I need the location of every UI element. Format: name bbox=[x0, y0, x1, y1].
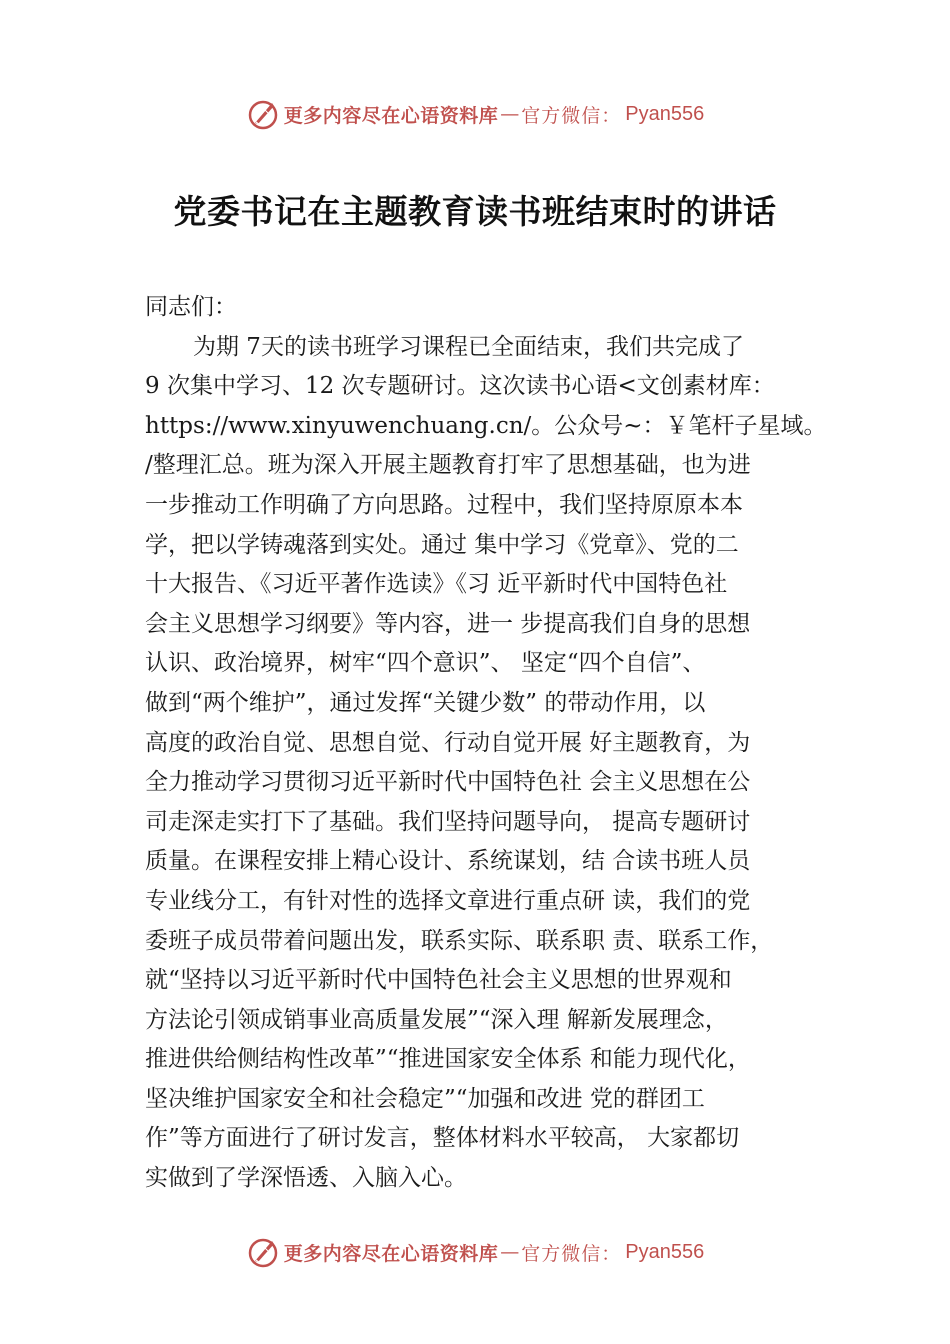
paragraph-line: 实做到了学深悟透、入脑入心。 bbox=[145, 1165, 467, 1192]
document-title: 党委书记在主题教育读书班结束时的讲话 bbox=[173, 192, 777, 231]
wechat-id: Pyan556 bbox=[625, 102, 705, 125]
paragraph-line: 高度的政治自觉、思想自觉、行动自觉开展 好主题教育，为 bbox=[145, 729, 751, 756]
watermark-separator: — bbox=[500, 1241, 520, 1263]
paragraph-line: 为期 7天的读书班学习课程已全面结束，我们共完成了 bbox=[193, 333, 744, 360]
paragraph-line: 9 次集中学习、12 次专题研讨。这次读书心语<文创素材库： bbox=[145, 373, 775, 400]
quill-pen-logo-icon bbox=[246, 97, 280, 131]
paragraph-line: 学，把以学铸魂落到实处。通过 集中学习《党章》、党的二 bbox=[145, 531, 739, 558]
paragraph-line: 推进供给侧结构性改革”“推进国家安全体系 和能力现代化， bbox=[145, 1046, 751, 1073]
paragraph-line: /整理汇总。班为深入开展主题教育打牢了思想基础，也为进 bbox=[145, 452, 751, 479]
watermark-text: 更多内容尽在心语资料库 bbox=[283, 1242, 499, 1265]
wechat-label: 官方微信： bbox=[521, 1242, 622, 1265]
paragraph-line: https://www.xinyuwenchuang.cn/。公众号~：￥笔杆子星域。 bbox=[145, 412, 827, 439]
quill-pen-logo-icon bbox=[246, 1235, 280, 1269]
paragraph-line: 全力推动学习贯彻习近平新时代中国特色社 会主义思想在公 bbox=[145, 769, 751, 796]
wechat-label: 官方微信： bbox=[521, 104, 622, 127]
paragraph-line: 坚决维护国家安全和社会稳定”“加强和改进 党的群团工 bbox=[145, 1085, 705, 1112]
paragraph-line: 专业线分工，有针对性的选择文章进行重点研 读，我们的党 bbox=[145, 887, 751, 914]
paragraph-line: 做到“两个维护”，通过发挥“关键少数” 的带动作用，以 bbox=[145, 689, 706, 716]
paragraph-line: 就“坚持以习近平新时代中国特色社会主义思想的世界观和 bbox=[145, 967, 732, 994]
paragraph-line: 作”等方面进行了研讨发言，整体材料水平较高， 大家都切 bbox=[145, 1125, 740, 1152]
paragraph-line: 司走深走实打下了基础。我们坚持问题导向， 提高专题研讨 bbox=[145, 808, 751, 835]
paragraph-line: 方法论引领成销事业高质量发展”“深入理 解新发展理念， bbox=[145, 1006, 728, 1033]
document-body bbox=[145, 288, 835, 1199]
paragraph-line: 认识、政治境界，树牢“四个意识”、 坚定“四个自信”、 bbox=[145, 650, 706, 677]
watermark-separator: — bbox=[500, 103, 520, 125]
paragraph-line: 十大报告、《习近平著作选读》《习 近平新时代中国特色社 bbox=[145, 571, 728, 598]
paragraph-line: 会主义思想学习纲要》等内容，进一 步提高我们自身的思想 bbox=[145, 610, 751, 637]
watermark-text: 更多内容尽在心语资料库 bbox=[283, 104, 499, 127]
wechat-id: Pyan556 bbox=[625, 1240, 705, 1263]
paragraph-line: 一步推动工作明确了方向思路。过程中，我们坚持原原本本 bbox=[145, 491, 743, 518]
watermark-banner-bottom bbox=[0, 1232, 950, 1272]
watermark-banner-top bbox=[0, 94, 950, 134]
paragraph-line: 委班子成员带着问题出发，联系实际、联系职 责、联系工作， bbox=[145, 927, 774, 954]
salutation: 同志们： bbox=[145, 294, 237, 320]
paragraph-line: 质量。在课程安排上精心设计、系统谋划，结 合读书班人员 bbox=[145, 848, 751, 875]
